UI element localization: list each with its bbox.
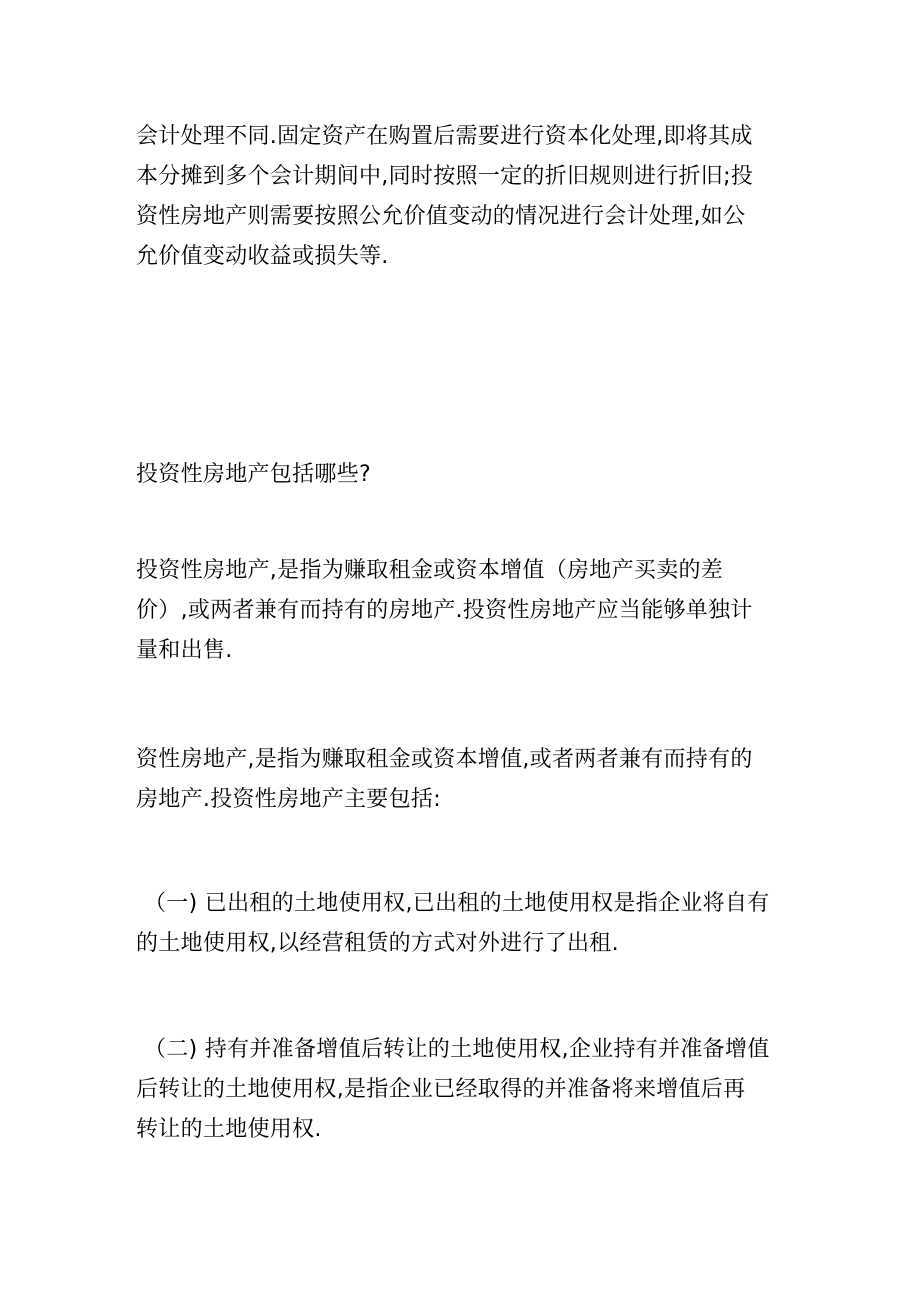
paragraph-scope (136, 740, 786, 820)
text-line: 允价值变动收益或损失等. (136, 244, 389, 269)
text-line: 量和出售. (136, 638, 233, 663)
paragraph-definition (136, 551, 786, 671)
text-line: 本分摊到多个会计期间中,同时按照一定的折旧规则进行折旧;投 (136, 164, 754, 189)
text-line: 价）,或两者兼有而持有的房地产.投资性房地产应当能够单独计 (136, 598, 753, 623)
text-line: 投资性房地产,是指为赚取租金或资本增值（房地产买卖的差 (136, 558, 724, 583)
text-line: （二) 持有并准备增值后转让的土地使用权,企业持有并准备增值 (144, 1037, 770, 1062)
paragraph-accounting-difference (136, 117, 786, 277)
text-line: 的土地使用权,以经营租赁的方式对外进行了出租. (136, 931, 619, 956)
text-line: 房地产.投资性房地产主要包括: (136, 787, 441, 812)
text-line: （一) 已出租的土地使用权,已出租的土地使用权是指企业将自有 (144, 891, 770, 916)
text-line: 资性房地产,是指为赚取租金或资本增值,或者两者兼有而持有的 (136, 747, 753, 772)
text-line: 会计处理不同.固定资产在购置后需要进行资本化处理,即将其成 (136, 124, 753, 149)
list-item-one (136, 884, 786, 964)
text-line: 后转让的土地使用权,是指企业已经取得的并准备将来增值后再 (136, 1077, 746, 1102)
section-heading (136, 455, 786, 495)
list-item-two (136, 1030, 786, 1150)
text-line: 投资性房地产包括哪些? (136, 462, 371, 487)
text-line: 转让的土地使用权. (136, 1117, 322, 1142)
text-line: 资性房地产则需要按照公允价值变动的情况进行会计处理,如公 (136, 204, 746, 229)
